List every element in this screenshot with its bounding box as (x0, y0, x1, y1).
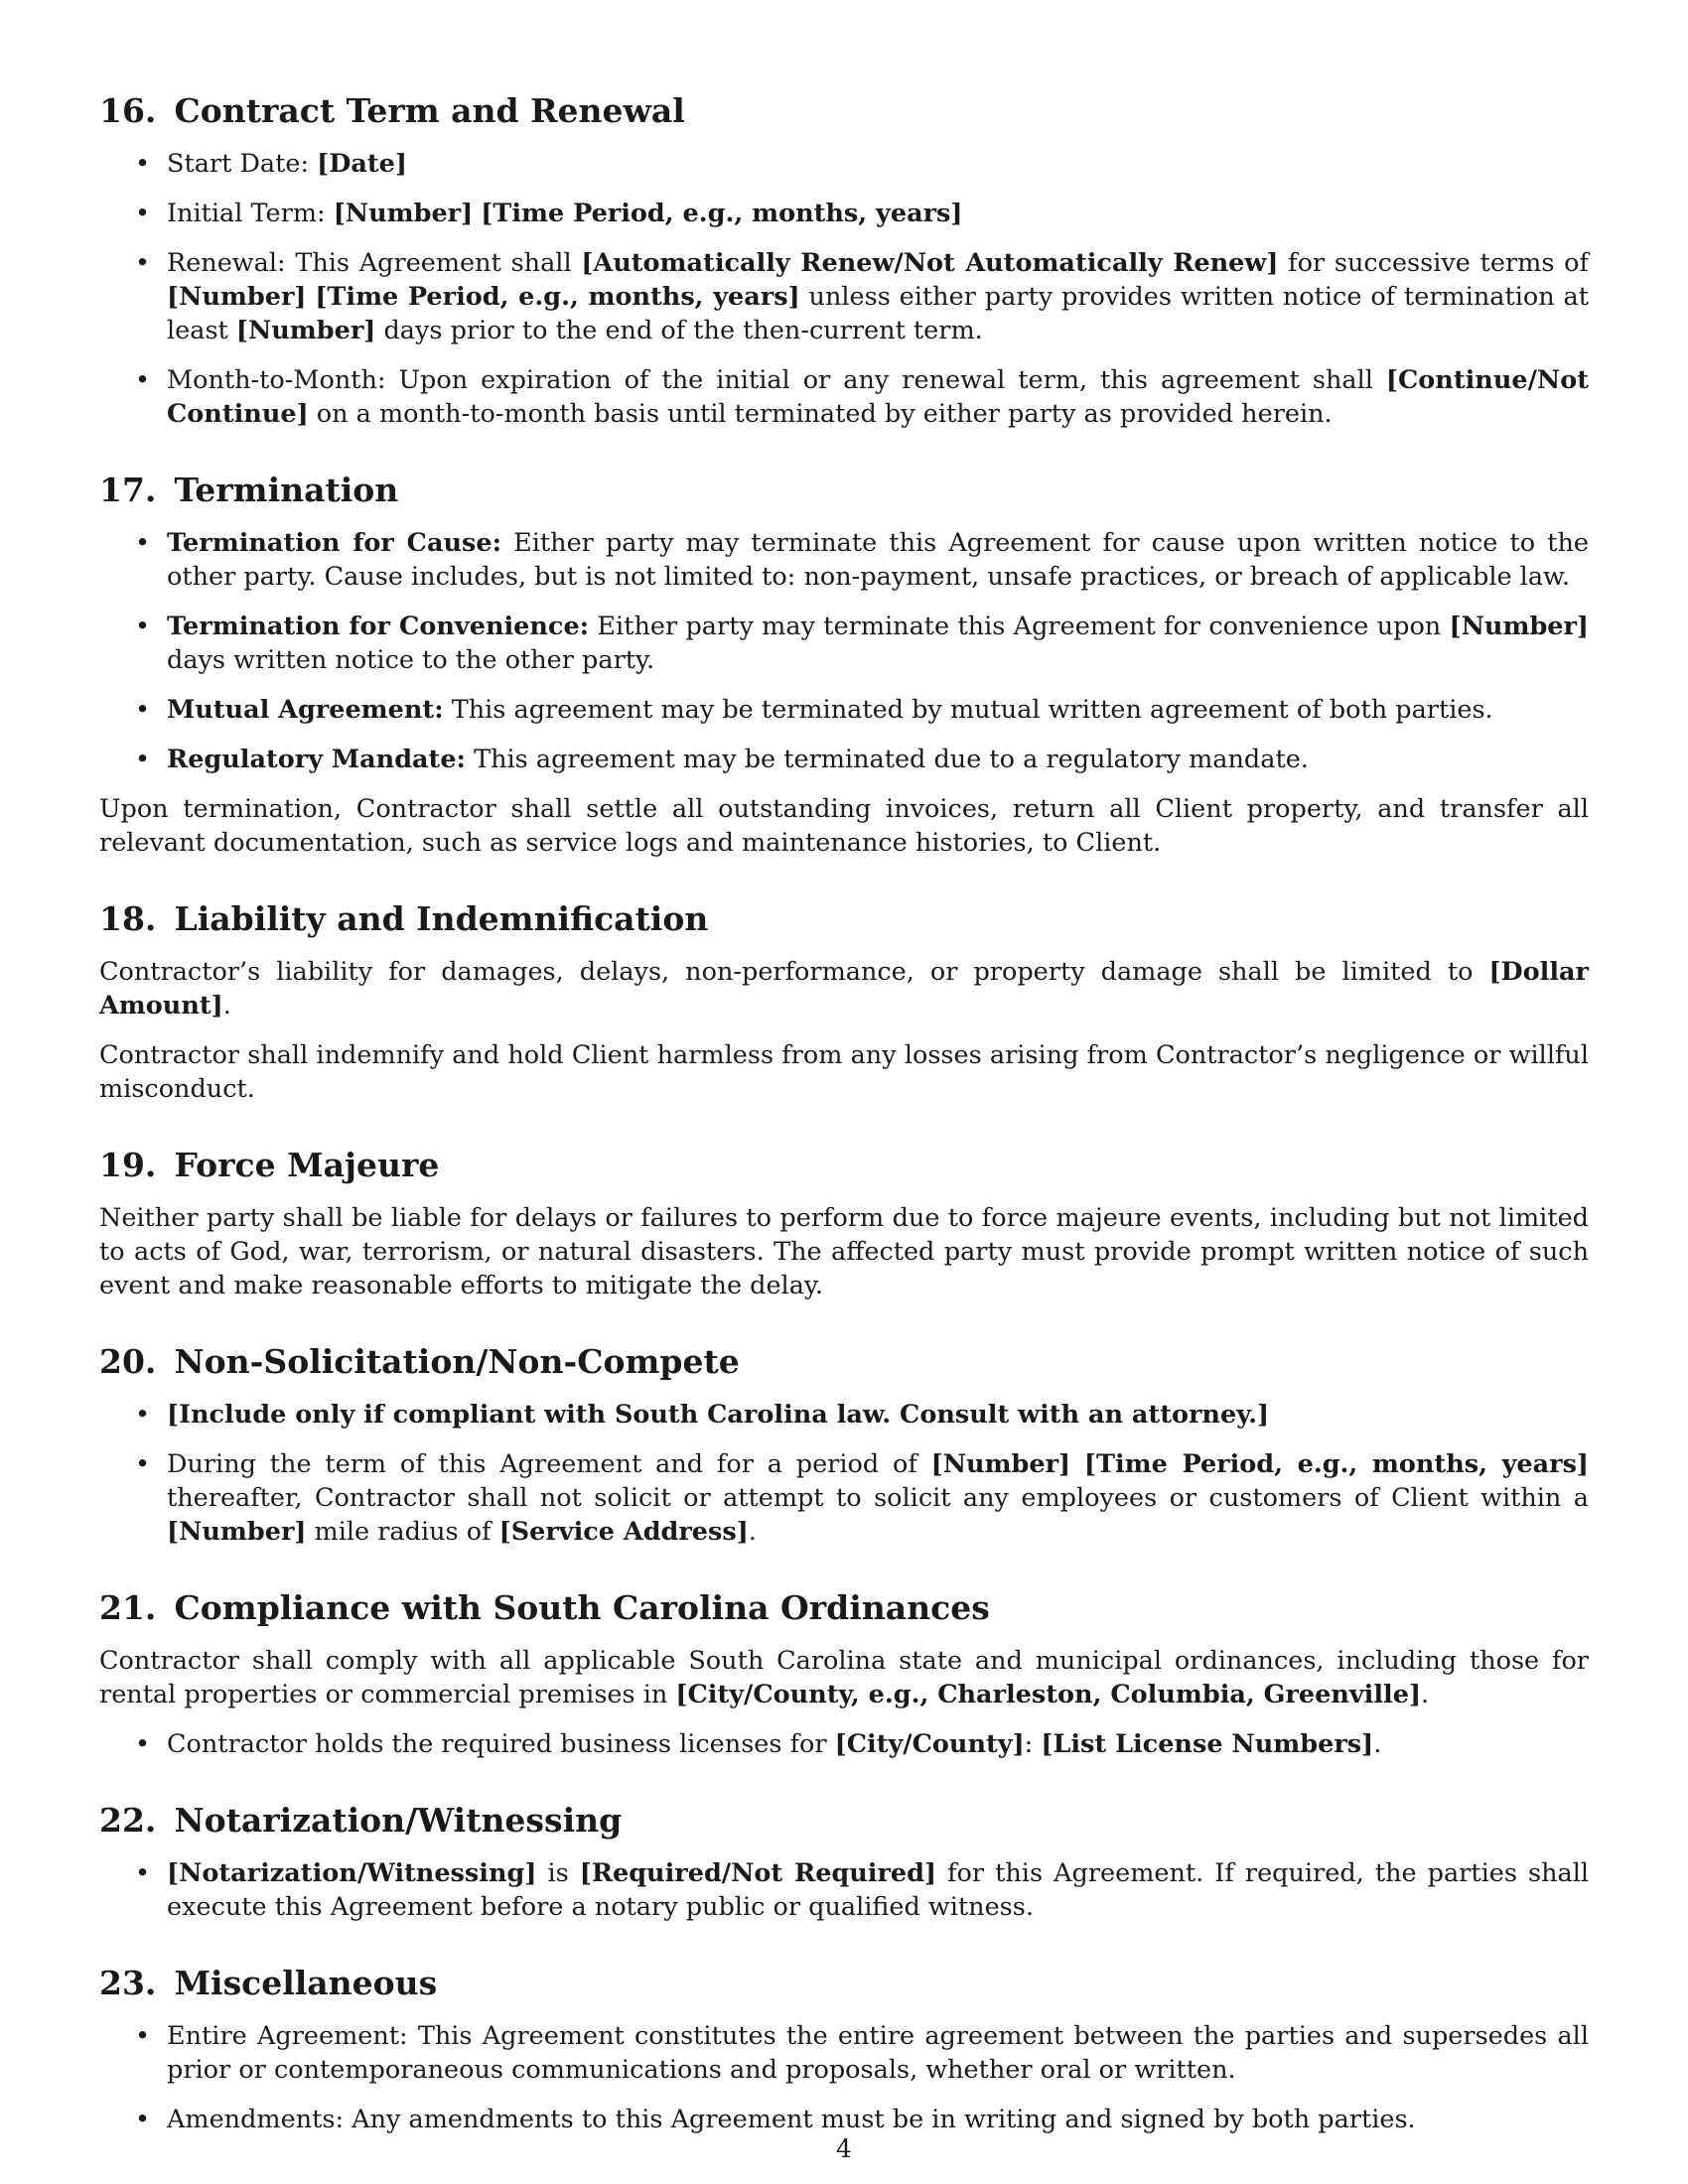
list-item: • Start Date: [Date] (135, 149, 407, 179)
list-item: • Contractor holds the required business licenses for [City/County]: [List License Numbers]. (135, 1729, 1382, 1759)
section-23-list (99, 2019, 1589, 2136)
section-17-list (99, 526, 1589, 776)
section-22-heading: 22. Notarization/Witnessing (99, 1801, 623, 1840)
list-item: • [Notarization/Witnessing] is [Required/Not Required] for this Agreement. If required, the parties shall execute this Agreement before a notary public or qualified witness. (135, 1858, 1590, 1922)
bullet-icon: • (135, 365, 151, 395)
section-19-heading: 19. Force Majeure (99, 1146, 440, 1184)
bullet-icon: • (135, 199, 151, 228)
list-item: • Termination for Convenience: Either party may terminate this Agreement for convenience upon [Number] days written notice to the other party. (135, 612, 1589, 675)
bullet-icon: • (135, 1858, 151, 1888)
page-number: 4 (836, 2134, 852, 2163)
section-21-paragraph: Contractor shall comply with all applicable South Carolina state and municipal ordinances, including those for rental properties or commercial premises in [City/County, e.g., Charleston, Columbia, Greenville]. (99, 1646, 1589, 1709)
section-17-heading: 17. Termination (99, 471, 399, 509)
section-17-paragraph: Upon termination, Contractor shall settle all outstanding invoices, return all Client property, and transfer all relevant documentation, such as service logs and maintenance histories, to Client. (99, 794, 1589, 858)
bullet-icon: • (135, 248, 151, 278)
bullet-icon: • (135, 1400, 151, 1430)
list-item: • Entire Agreement: This Agreement constitutes the entire agreement between the parties and supersedes all prior or contemporaneous communications and proposals, whether oral or written. (135, 2021, 1589, 2085)
list-item: • Termination for Cause: Either party may terminate this Agreement for cause upon written notice to the other party. Cause includes, but is not limited to: non-payment, unsafe practices, or breach of applicable law. (135, 528, 1589, 592)
section-20-heading: 20. Non-Solicitation/Non-Compete (99, 1342, 740, 1381)
section-18-heading: 18. Liability and Indemnification (99, 899, 709, 938)
list-item: • Mutual Agreement: This agreement may be terminated by mutual written agreement of both parties. (135, 695, 1493, 725)
bullet-icon: • (135, 2021, 151, 2051)
list-item: • Month-to-Month: Upon expiration of the initial or any renewal term, this agreement shall [Continue/Not Continue] on a month-to-month basis until terminated by either party as provided herein. (135, 365, 1589, 429)
bullet-icon: • (135, 528, 151, 558)
list-item: • Initial Term: [Number] [Time Period, e.g., months, years] (135, 199, 963, 228)
section-21-list (99, 1727, 1589, 1761)
list-item: • During the term of this Agreement and for a period of [Number] [Time Period, e.g., months, years] thereafter, Contractor shall not solicit or attempt to solicit any employees or customers of Client within a [Number] mile radius of [Service Address]. (135, 1449, 1589, 1547)
list-item: • Regulatory Mandate: This agreement may be terminated due to a regulatory mandate. (135, 745, 1309, 774)
bullet-icon: • (135, 1729, 151, 1759)
list-item: • Renewal: This Agreement shall [Automatically Renew/Not Automatically Renew] for successive terms of [Number] [Time Period, e.g., months, years] unless either party provides written notice of termination at least [Number] days prior to the end of the then-current term. (135, 248, 1589, 345)
section-18-paragraph-2: Contractor shall indemnify and hold Client harmless from any losses arising from Contractor’s negligence or willful misconduct. (99, 1040, 1589, 1104)
section-22-list (99, 1856, 1589, 1924)
section-21-heading: 21. Compliance with South Carolina Ordinances (99, 1588, 990, 1627)
list-item: • Amendments: Any amendments to this Agreement must be in writing and signed by both parties. (135, 2105, 1416, 2134)
bullet-icon: • (135, 1449, 151, 1479)
section-16-list (99, 147, 1589, 431)
bullet-icon: • (135, 149, 151, 179)
section-20-list (99, 1398, 1589, 1549)
document-page (99, 89, 1589, 2152)
section-16-heading: 16. Contract Term and Renewal (99, 91, 685, 130)
bullet-icon: • (135, 695, 151, 725)
section-23-heading: 23. Miscellaneous (99, 1964, 438, 2002)
section-18-paragraph-1: Contractor’s liability for damages, delays, non-performance, or property damage shall be limited to [Dollar Amount]. (99, 957, 1589, 1021)
bullet-icon: • (135, 612, 151, 641)
bullet-icon: • (135, 2105, 151, 2134)
section-19-paragraph: Neither party shall be liable for delays or failures to perform due to force majeure events, including but not limited to acts of God, war, terrorism, or natural disasters. The affected party must provide prompt written notice of such event and make reasonable efforts to mitigate the delay. (99, 1203, 1589, 1300)
list-item: • [Include only if compliant with South Carolina law. Consult with an attorney.] (135, 1400, 1270, 1430)
bullet-icon: • (135, 745, 151, 774)
